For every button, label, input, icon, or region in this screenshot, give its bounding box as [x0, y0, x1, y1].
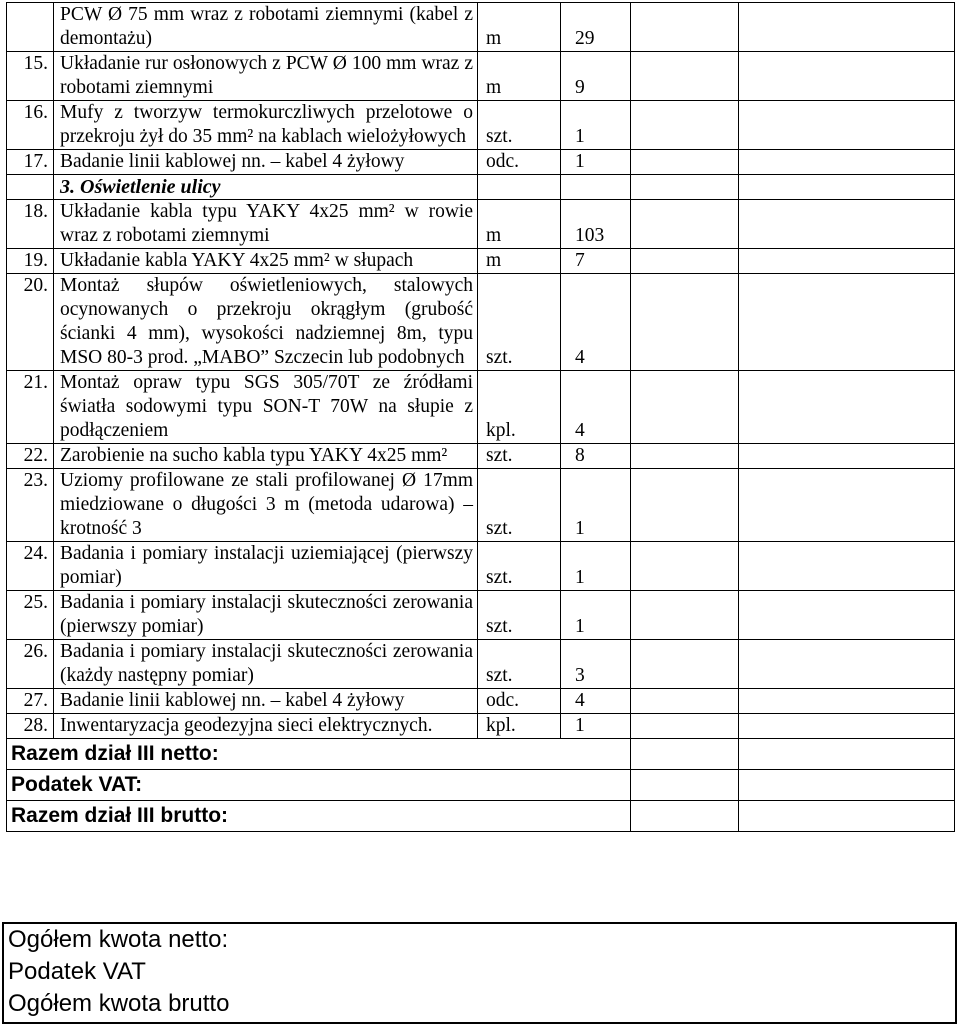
table-row [7, 714, 955, 739]
row-unit: szt. [486, 665, 513, 686]
row-value-cell [739, 274, 955, 371]
row-description: Montaż opraw typu SGS 305/70T ze źródłami światła sodowymi typu SON-T 70W na słupie z podłączeniem [60, 372, 473, 441]
row-value-cell [739, 101, 955, 150]
grand-net-label: Ogółem kwota netto: [8, 926, 229, 953]
row-value-cell [739, 542, 955, 591]
row-unit-price-cell [631, 249, 739, 274]
row-number: 18. [23, 201, 48, 222]
row-unit-price-cell [631, 591, 739, 640]
cost-estimate-table [6, 2, 955, 832]
row-quantity: 4 [575, 347, 585, 368]
grand-total-box [2, 922, 957, 1024]
row-unit: szt. [486, 567, 513, 588]
row-unit: odc. [486, 151, 520, 172]
row-quantity: 9 [575, 77, 585, 98]
row-unit: szt. [486, 126, 513, 147]
section-header-row [7, 175, 955, 200]
row-description: Zarobienie na sucho kabla typu YAKY 4x25 mm² [60, 445, 448, 466]
table-row [7, 150, 955, 175]
row-unit: szt. [486, 347, 513, 368]
row-value-cell [739, 689, 955, 714]
row-unit: szt. [486, 445, 513, 466]
row-unit-price-cell [631, 150, 739, 175]
row-value-cell [739, 640, 955, 689]
row-unit: odc. [486, 690, 520, 711]
row-value-cell [739, 200, 955, 249]
table-row [7, 689, 955, 714]
row-value-cell [739, 150, 955, 175]
row-description: Uziomy profilowane ze stali profilowanej Ø 17mm miedziowane o długości 3 m (metoda udarowa) – krotność 3 [60, 470, 473, 539]
row-unit-price-cell [631, 714, 739, 739]
row-quantity: 3 [575, 665, 585, 686]
row-description: Inwentaryzacja geodezyjna sieci elektrycznych. [60, 715, 433, 736]
row-value-cell [739, 249, 955, 274]
row-description: Badania i pomiary instalacji skuteczności zerowania (każdy następny pomiar) [60, 641, 473, 686]
row-unit-price-cell [631, 274, 739, 371]
row-unit: kpl. [486, 715, 516, 736]
row-unit: m [486, 28, 502, 49]
table-row [7, 542, 955, 591]
row-description: Badanie linii kablowej nn. – kabel 4 żyłowy [60, 690, 405, 711]
table-row [7, 200, 955, 249]
row-value-cell [739, 444, 955, 469]
grand-vat-label: Podatek VAT [8, 958, 146, 985]
row-unit: m [486, 250, 502, 271]
row-number: 27. [23, 690, 48, 711]
grand-gross-label: Ogółem kwota brutto [8, 990, 230, 1017]
table-row [7, 444, 955, 469]
row-unit: m [486, 225, 502, 246]
row-number: 22. [23, 445, 48, 466]
row-quantity: 1 [575, 715, 585, 736]
row-value-cell [739, 3, 955, 52]
row-quantity: 4 [575, 420, 585, 441]
row-number: 20. [23, 275, 48, 296]
row-number: 15. [23, 53, 48, 74]
table-row [7, 469, 955, 542]
row-number: 26. [23, 641, 48, 662]
row-number: 17. [23, 151, 48, 172]
table-row [7, 591, 955, 640]
row-unit-price-cell [631, 542, 739, 591]
row-quantity: 1 [575, 126, 585, 147]
row-quantity: 1 [575, 567, 585, 588]
table-row [7, 640, 955, 689]
row-number: 28. [23, 715, 48, 736]
row-number: 19. [23, 250, 48, 271]
row-quantity: 7 [575, 250, 585, 271]
table-row [7, 274, 955, 371]
row-unit-price-cell [631, 101, 739, 150]
row-number: 16. [23, 102, 48, 123]
row-unit: kpl. [486, 420, 516, 441]
row-value-cell [739, 714, 955, 739]
row-value-cell [739, 52, 955, 101]
row-description: Mufy z tworzyw termokurczliwych przelotowe o przekroju żył do 35 mm² na kablach wielożyłowych [60, 102, 473, 147]
row-quantity: 1 [575, 616, 585, 637]
row-unit-price-cell [631, 640, 739, 689]
row-quantity: 103 [575, 225, 605, 246]
row-unit: szt. [486, 616, 513, 637]
summary-row [7, 739, 955, 770]
row-unit-price-cell [631, 371, 739, 444]
summary-row [7, 801, 955, 832]
row-value-cell [739, 469, 955, 542]
summary-net-label: Razem dział III netto: [7, 739, 631, 770]
summary-vat-label: Podatek VAT: [7, 770, 631, 801]
row-quantity: 29 [575, 28, 595, 49]
table-row [7, 3, 955, 52]
row-number: 25. [23, 592, 48, 613]
row-number: 21. [23, 372, 48, 393]
row-description: Badanie linii kablowej nn. – kabel 4 żyłowy [60, 151, 405, 172]
row-description: Badania i pomiary instalacji uziemiającej (pierwszy pomiar) [60, 543, 473, 588]
row-description: Badania i pomiary instalacji skuteczności zerowania (pierwszy pomiar) [60, 592, 473, 637]
row-number: 24. [23, 543, 48, 564]
table-row [7, 52, 955, 101]
row-description: Układanie rur osłonowych z PCW Ø 100 mm wraz z robotami ziemnymi [60, 53, 473, 98]
row-unit-price-cell [631, 200, 739, 249]
row-description: PCW Ø 75 mm wraz z robotami ziemnymi (kabel z demontażu) [60, 4, 473, 49]
row-description: Układanie kabla typu YAKY 4x25 mm² w rowie wraz z robotami ziemnymi [60, 201, 473, 246]
row-unit-price-cell [631, 469, 739, 542]
row-description: Montaż słupów oświetleniowych, stalowych ocynowanych o przekroju okrągłym (grubość ścianki 4 mm), wysokości nadziemnej 8m, typu MSO 80-3 prod. „MABO” Szczecin lub podobnych [60, 275, 473, 368]
summary-gross-label: Razem dział III brutto: [7, 801, 631, 832]
row-unit-price-cell [631, 689, 739, 714]
row-unit: szt. [486, 518, 513, 539]
row-unit-price-cell [631, 52, 739, 101]
row-value-cell [739, 591, 955, 640]
table-row [7, 101, 955, 150]
section-title: 3. Oświetlenie ulicy [54, 175, 478, 200]
row-unit: m [486, 77, 502, 98]
row-quantity: 1 [575, 151, 585, 172]
table-row [7, 371, 955, 444]
row-unit-price-cell [631, 3, 739, 52]
summary-row [7, 770, 955, 801]
row-quantity: 8 [575, 445, 585, 466]
table-row [7, 249, 955, 274]
row-quantity: 4 [575, 690, 585, 711]
row-description: Układanie kabla YAKY 4x25 mm² w słupach [60, 250, 414, 271]
row-unit-price-cell [631, 444, 739, 469]
row-value-cell [739, 371, 955, 444]
row-quantity: 1 [575, 518, 585, 539]
row-number: 23. [23, 470, 48, 491]
